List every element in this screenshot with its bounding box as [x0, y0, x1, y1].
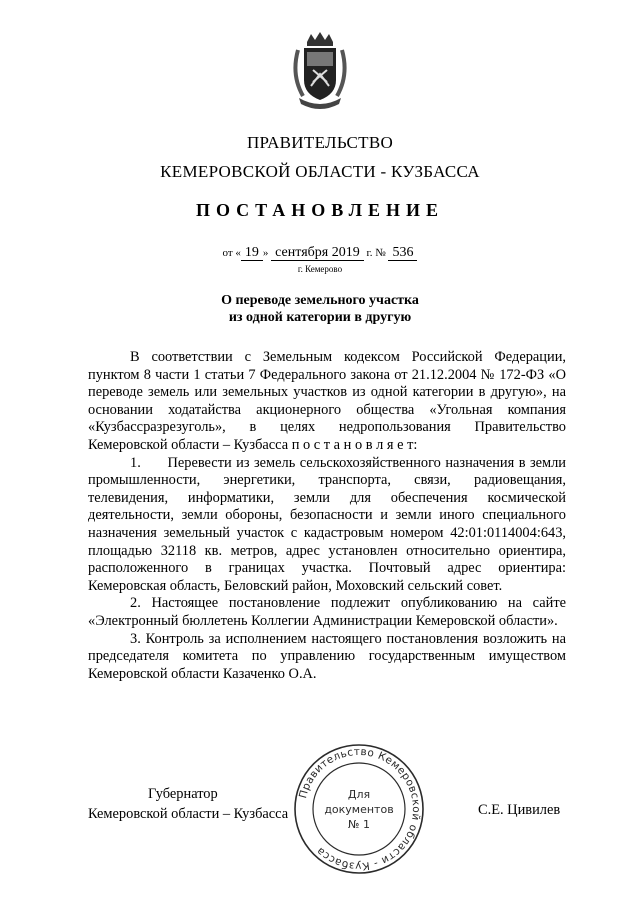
paragraph-item-2: 2. Настоящее постановление подлежит опубликованию на сайте «Электронный бюллетень Коллегии Администрации Кемеровской области». — [88, 595, 566, 629]
seal-center-line2: документов — [324, 803, 394, 816]
seal-center-line3: № 1 — [348, 818, 370, 831]
date-mid: » — [262, 247, 269, 259]
date-year-suffix: г. — [366, 247, 373, 259]
subject-line2: из одной категории в другую — [228, 310, 412, 325]
seal-center-line1: Для — [347, 788, 371, 801]
official-seal — [292, 742, 426, 876]
government-name-line1: ПРАВИТЕЛЬСТВО — [246, 133, 394, 152]
number-label: № — [375, 247, 386, 259]
date-month-year: сентября 2019 — [271, 246, 364, 261]
decree-dateline — [0, 246, 640, 261]
paragraph-item-3: 3. Контроль за исполнением настоящего постановления возложить на председателя комитета по управлению государственным имуществом Кемеровской области Казаченко О.А. — [88, 630, 566, 682]
decree-subject — [0, 292, 640, 326]
signatory-name: С.Е. Цивилев — [478, 802, 561, 818]
subject-line1: О переводе земельного участка — [221, 293, 419, 308]
decree-number: 536 — [388, 246, 417, 261]
coat-of-arms-icon — [289, 30, 351, 110]
signatory-title-line2: Кемеровской области – Кузбасса — [88, 806, 289, 822]
decree-title: ПОСТАНОВЛЕНИЕ — [195, 200, 445, 220]
decree-body — [88, 349, 566, 683]
date-day: 19 — [241, 246, 263, 261]
paragraph-item-1: 1. Перевести из земель сельскохозяйственного назначения в земли промышленности, энергетики, транспорта, связи, радиовещания, телевидения, информатики, земли для обеспечения космической деятельности, земли обороны, безопасности и земли иного специального назначения земельный участок с кадастровым номером 42:01:0114004:643, площадью 32118 кв. метров, адрес установлен относительно ориентира, расположенного в границах участка. Почтовый адрес ориентира: Кемеровская область, Беловский район, Моховский сельский совет. — [88, 454, 566, 594]
city-line: г. Кемерово — [297, 264, 343, 274]
government-name-line2: КЕМЕРОВСКОЙ ОБЛАСТИ - КУЗБАССА — [160, 162, 480, 181]
signatory-title-line1: Губернатор — [148, 786, 218, 802]
paragraph-preamble: В соответствии с Земельным кодексом Российской Федерации, пунктом 8 части 1 статьи 7 Федерального закона от 21.12.2004 № 172-ФЗ «О переводе земель или земельных участков из одной категории в другую», на основании ходатайства акционерного общества «Угольная компания «Кузбассразрезуголь», в целях недропользования Правительство Кемеровской области – Кузбасса п о с т а н о в л я е т: — [88, 349, 566, 453]
date-prefix: от « — [222, 247, 241, 259]
seal-ring-text: Правительство Кемеровской области - Кузбасса — [297, 745, 423, 873]
signatory-title — [88, 784, 318, 824]
